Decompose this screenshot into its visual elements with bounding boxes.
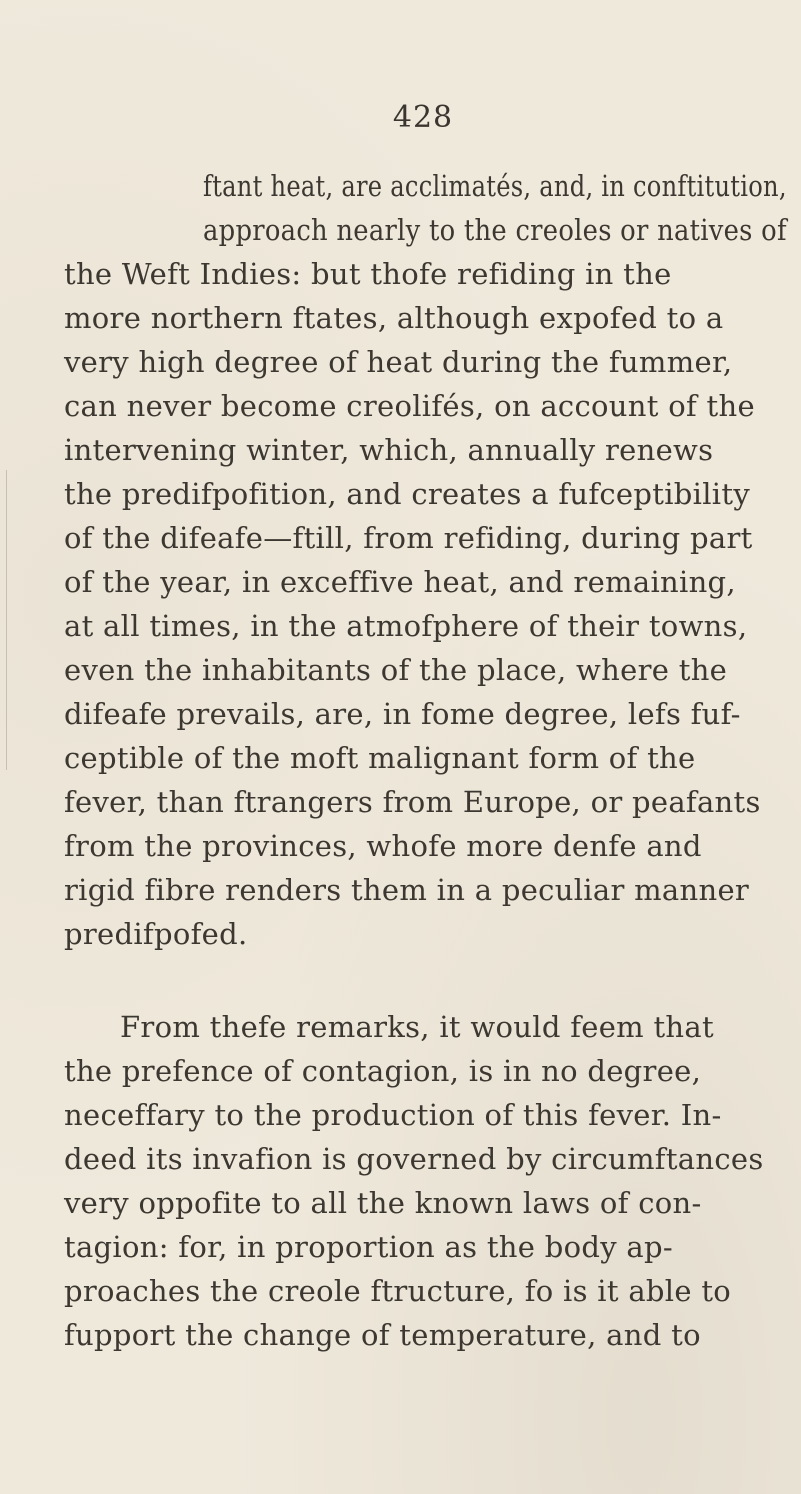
text-line: the prefence of contagion, is in no degree, xyxy=(64,1054,702,1088)
page-number: 428 xyxy=(392,100,454,135)
text-line: proaches the creole ftructure, fo is it able to xyxy=(64,1274,732,1308)
text-line: of the difeafe—ftill, from refiding, during part xyxy=(64,521,753,555)
text-line: very high degree of heat during the fummer, xyxy=(64,345,733,379)
text-line: even the inhabitants of the place, where the xyxy=(64,653,728,687)
text-line: deed its invafion is governed by circumftances xyxy=(64,1142,764,1176)
text-line: from the provinces, whofe more denfe and xyxy=(64,829,702,863)
text-line: more northern ftates, although expofed to a xyxy=(64,301,724,335)
text-line: neceffary to the production of this fever. In- xyxy=(64,1098,722,1132)
text-line: fupport the change of temperature, and to xyxy=(64,1318,701,1352)
text-line: rigid fibre renders them in a peculiar manner xyxy=(64,873,750,907)
text-line: the predifpofition, and creates a fufceptibility xyxy=(64,477,751,511)
page-edge-shadow xyxy=(6,470,7,770)
text-line: approach nearly to the creoles or natives of xyxy=(203,213,787,247)
text-line: predifpofed. xyxy=(64,917,248,951)
text-line: From thefe remarks, it would feem that xyxy=(120,1010,714,1044)
text-line: at all times, in the atmofphere of their towns, xyxy=(64,609,748,643)
text-line: can never become creolifés, on account of the xyxy=(64,389,755,423)
text-line: fever, than ftrangers from Europe, or peafants xyxy=(64,785,761,819)
text-line: difeafe prevails, are, in fome degree, lefs fuf- xyxy=(64,697,741,731)
text-line: tagion: for, in proportion as the body ap- xyxy=(64,1230,673,1264)
text-line: very oppofite to all the known laws of con- xyxy=(64,1186,702,1220)
text-line: ftant heat, are acclimatés, and, in conftitution, xyxy=(203,169,787,203)
text-line: ceptible of the moft malignant form of the xyxy=(64,741,696,775)
text-line: the Weft Indies: but thofe refiding in the xyxy=(64,257,672,291)
text-line: intervening winter, which, annually renews xyxy=(64,433,714,467)
text-line: of the year, in exceffive heat, and remaining, xyxy=(64,565,736,599)
